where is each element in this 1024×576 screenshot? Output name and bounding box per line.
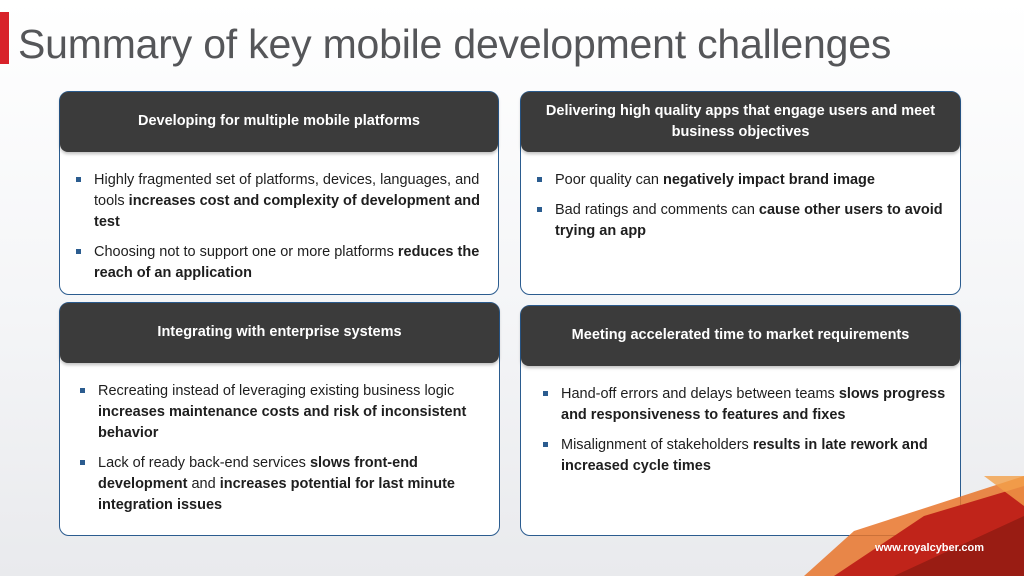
- footer-decoration: [804, 476, 1024, 576]
- card-body: [535, 170, 946, 251]
- bullet-item: Highly fragmented set of platforms, devices, languages, and tools increases cost and complexity of development and test: [74, 170, 484, 233]
- card-header: Meeting accelerated time to market requirements: [521, 306, 960, 366]
- card-enterprise-systems: [59, 302, 500, 536]
- card-body: [74, 170, 484, 293]
- slide-title: Summary of key mobile development challenges: [18, 21, 892, 67]
- card-multiple-platforms: [59, 91, 499, 295]
- bullet-item: Misalignment of stakeholders results in late rework and increased cycle times: [541, 435, 946, 477]
- bullet-item: Bad ratings and comments can cause other users to avoid trying an app: [535, 200, 946, 242]
- bullet-item: Hand-off errors and delays between teams slows progress and responsiveness to features and fixes: [541, 384, 946, 426]
- title-accent-bar: [0, 12, 9, 64]
- bullet-item: Poor quality can negatively impact brand image: [535, 170, 946, 191]
- bullet-item: Choosing not to support one or more platforms reduces the reach of an application: [74, 242, 484, 284]
- card-header: Integrating with enterprise systems: [60, 303, 499, 363]
- bullet-list: [74, 170, 484, 284]
- bullet-list: [541, 384, 946, 477]
- bullet-item: Lack of ready back-end services slows front-end development and increases potential for last minute integration issues: [78, 453, 485, 516]
- footer-url: www.royalcyber.com: [874, 542, 984, 554]
- bullet-list: [535, 170, 946, 242]
- card-header: Delivering high quality apps that engage users and meet business objectives: [521, 92, 960, 152]
- bullet-item: Recreating instead of leveraging existing business logic increases maintenance costs and risk of inconsistent behavior: [78, 381, 485, 444]
- card-header: Developing for multiple mobile platforms: [60, 92, 498, 152]
- card-body: [541, 384, 946, 486]
- card-high-quality-apps: [520, 91, 961, 295]
- card-body: [78, 381, 485, 525]
- bullet-list: [78, 381, 485, 516]
